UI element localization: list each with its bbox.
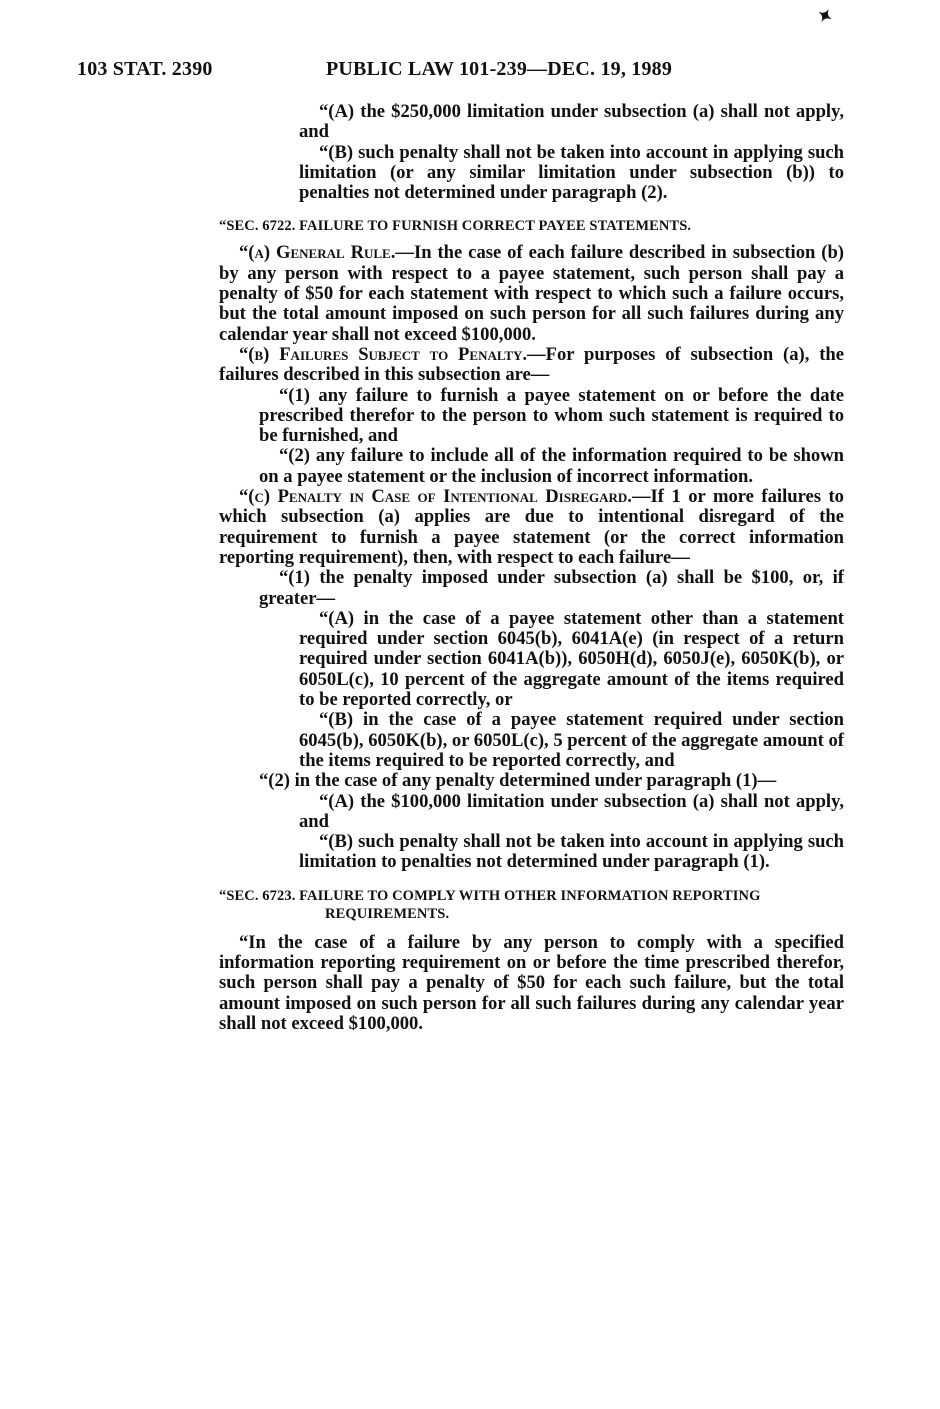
paragraph-c1: “(1) the penalty imposed under subsection (a) shall be $100, or, if greater—	[259, 567, 844, 609]
subparagraph-c2B: “(B) such penalty shall not be taken into account in applying such limitation to penalties not determined under paragraph (1).	[299, 831, 844, 873]
scan-mark: ✦	[813, 3, 837, 29]
subsection-b	[219, 345, 844, 386]
subsection-a-label: “(a) General Rule.	[239, 242, 396, 264]
running-header: PUBLIC LAW 101-239—DEC. 19, 1989	[326, 58, 673, 80]
subparagraph-c1B: “(B) in the case of a payee statement required under section 6045(b), 6050K(b), or 6050L(c), 5 percent of the aggregate amount of the items required to be reported correctly, and	[299, 709, 844, 771]
subsection-b-text: —For purposes of subsection (a), the failures described in this subsection are—	[219, 343, 844, 386]
section-heading-6723: “SEC. 6723. FAILURE TO COMPLY WITH OTHER INFORMATION REPORTING REQUIREMENTS.	[219, 887, 761, 922]
statute-text	[219, 102, 844, 1034]
subsection-c	[219, 487, 844, 568]
subsection-b-label: “(b) Failures Subject to Penalty.	[239, 343, 528, 365]
subsection-a-text: —In the case of each failure described in subsection (b) by any person with respect to a payee statement, such person shall pay a penalty of $50 for each statement with respect to which such a failure occurs, but the total amount imposed on such person for all such failures during any calendar year shall not exceed $100,000.	[219, 242, 844, 345]
paragraph-b2: “(2) any failure to include all of the information required to be shown on a payee statement or the inclusion of incorrect information.	[259, 445, 844, 487]
section-heading-6722: “SEC. 6722. FAILURE TO FURNISH CORRECT PAYEE STATEMENTS.	[219, 218, 692, 235]
paragraph-prior-A: “(A) the $250,000 limitation under subsection (a) shall not apply, and	[299, 101, 844, 143]
stat-citation: 103 STAT. 2390	[77, 58, 213, 80]
subparagraph-c2A: “(A) the $100,000 limitation under subsection (a) shall not apply, and	[299, 790, 844, 832]
subsection-c-label: “(c) Penalty in Case of Intentional Disregard.	[239, 486, 632, 508]
paragraph-prior-B: “(B) such penalty shall not be taken into account in applying such limitation (or any similar limitation under subsection (b)) to penalties not determined under paragraph (2).	[299, 141, 844, 204]
paragraph-c2: “(2) in the case of any penalty determined under paragraph (1)—	[259, 770, 777, 792]
subsection-c-text: —If 1 or more failures to which subsection (a) applies are due to intentional disregard of the requirement to furnish a payee statement (or the correct information reporting requirement), then, with respect to each failure—	[219, 486, 844, 568]
section-6723-text: “In the case of a failure by any person to comply with a specified information reporting requirement on or before the time prescribed therefor, such person shall pay a penalty of $50 for each such failure, but the total amount imposed on such person for all such failures during any calendar year shall not exceed $100,000.	[219, 931, 844, 1034]
paragraph-b1: “(1) any failure to furnish a payee statement on or before the date prescribed therefor to the person to whom such statement is required to be furnished, and	[259, 384, 844, 447]
subparagraph-c1A: “(A) in the case of a payee statement other than a statement required under section 6045(b), 6041A(e) (in respect of a return required under section 6041A(b)), 6050H(d), 6050J(e), 6050K(b), or 6050L(c), 10 percent of the aggregate amount of the items required to be reported correctly, or	[299, 607, 844, 711]
subsection-a	[219, 243, 844, 344]
